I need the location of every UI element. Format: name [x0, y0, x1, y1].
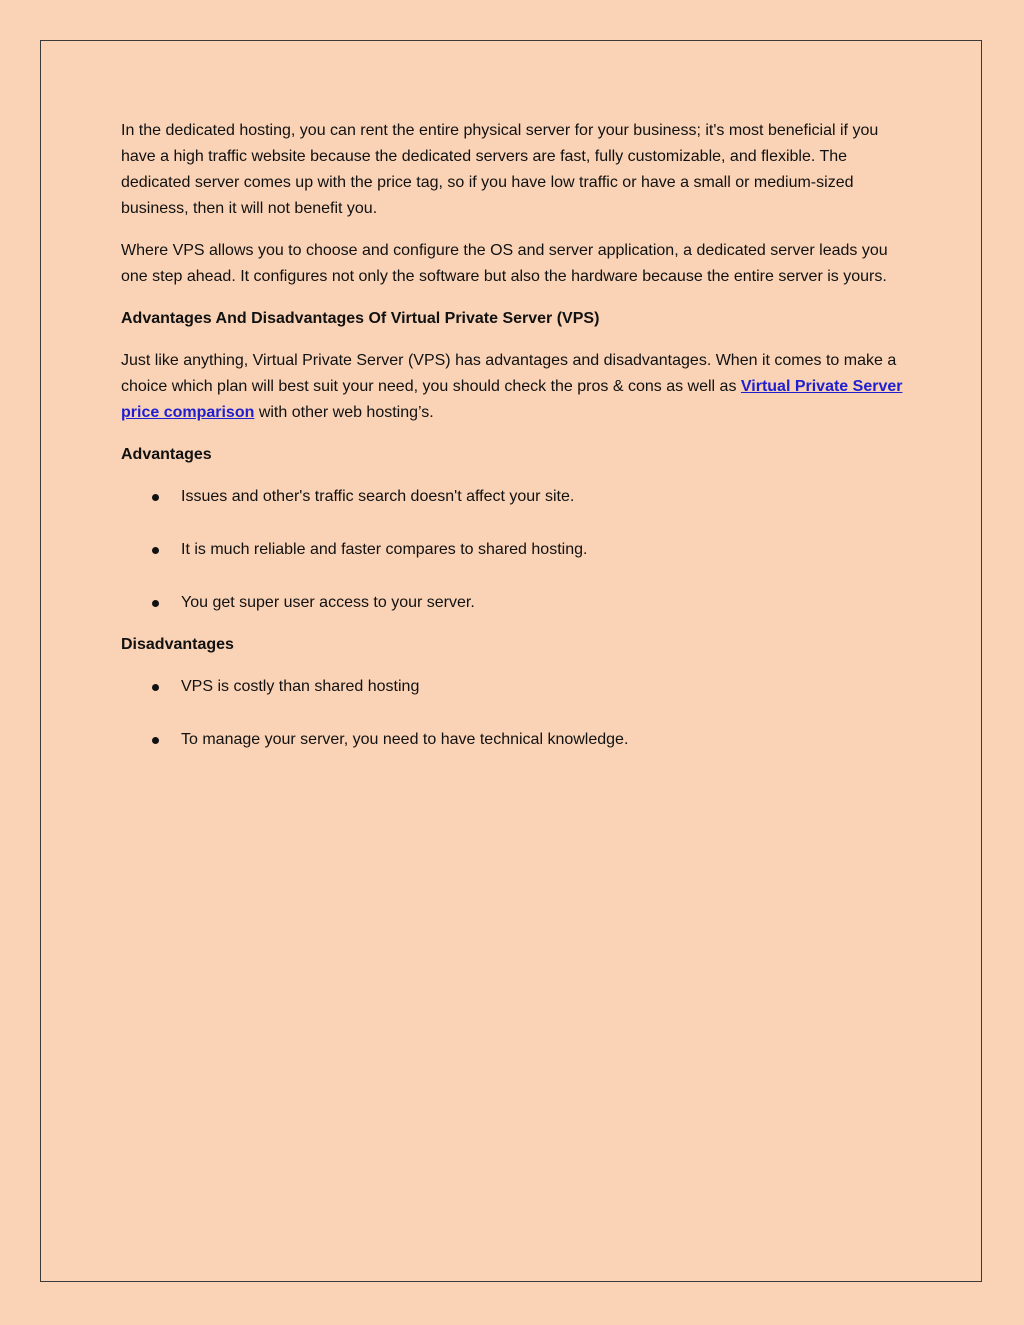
bullet-icon — [152, 737, 159, 744]
advantages-heading: Advantages — [121, 446, 212, 463]
list-item — [121, 674, 911, 700]
paragraph-vps-intro — [121, 348, 911, 426]
document-body — [121, 118, 911, 769]
bullet-icon — [152, 547, 159, 554]
list-item-text: It is much reliable and faster compares to shared hosting. — [181, 541, 588, 558]
vps-price-comparison-link[interactable]: Virtual Private Server price comparison — [121, 378, 903, 421]
paragraph-vps-intro-text: Just like anything, Virtual Private Server (VPS) has advantages and disadvantages. When it comes to make a choice which plan will best suit your need, you should check the pros & cons as well as — [121, 352, 897, 395]
disadvantages-list — [121, 674, 911, 753]
list-item-text: To manage your server, you need to have technical knowledge. — [181, 731, 629, 748]
advantages-list — [121, 484, 911, 616]
list-item — [121, 537, 911, 563]
bullet-icon — [152, 684, 159, 691]
bullet-icon — [152, 494, 159, 501]
paragraph-dedicated-hosting: In the dedicated hosting, you can rent the entire physical server for your business; it's most beneficial if you have a high traffic website because the dedicated servers are fast, fully customizable, and flexible. The dedicated server comes up with the price tag, so if you have low traffic or have a small or medium-sized business, then it will not benefit you. — [121, 122, 879, 217]
list-item-text: Issues and other's traffic search doesn't affect your site. — [181, 488, 575, 505]
section-heading-vps: Advantages And Disadvantages Of Virtual Private Server (VPS) — [121, 310, 600, 327]
list-item-text: You get super user access to your server. — [181, 594, 475, 611]
paragraph-vps-vs-dedicated: Where VPS allows you to choose and configure the OS and server application, a dedicated server leads you one step ahead. It configures not only the software but also the hardware because the entire server is yours. — [121, 242, 888, 285]
list-item — [121, 484, 911, 510]
list-item — [121, 590, 911, 616]
paragraph-vps-intro-tail: with other web hosting’s. — [254, 404, 434, 421]
bullet-icon — [152, 600, 159, 607]
disadvantages-heading: Disadvantages — [121, 636, 234, 653]
list-item-text: VPS is costly than shared hosting — [181, 678, 420, 695]
list-item — [121, 727, 911, 753]
